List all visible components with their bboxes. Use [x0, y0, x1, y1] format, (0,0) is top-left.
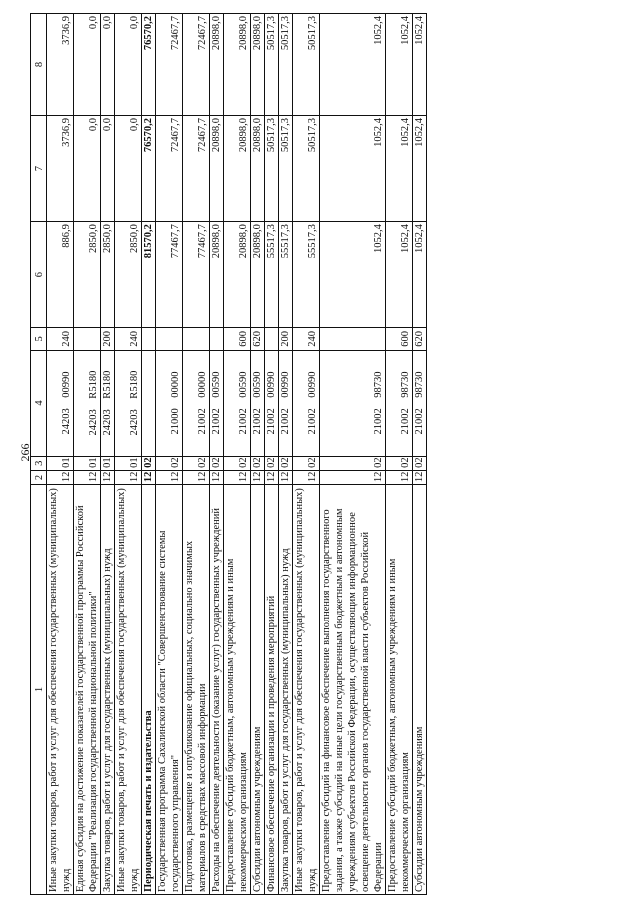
- target-article-program: 21002: [400, 408, 411, 435]
- table-row: [224, 14, 251, 895]
- target-article-direction: 98730: [400, 371, 411, 398]
- amount-col7: 0,0: [101, 116, 115, 222]
- page-number: 266: [18, 443, 32, 462]
- amount-col8: 0,0: [74, 14, 101, 116]
- amount-col8: 72467,7: [156, 14, 183, 116]
- target-article-direction: 00000: [170, 371, 181, 398]
- amount-col8: 1052,4: [320, 14, 386, 116]
- column-header-1: 1: [31, 485, 47, 895]
- amount-col7: 20898,0: [210, 116, 224, 222]
- amount-col8: 20898,0: [251, 14, 265, 116]
- amount-col6: 20898,0: [210, 222, 224, 328]
- expense-type-code: 240: [293, 328, 320, 350]
- subsection-code: 02: [265, 456, 279, 470]
- target-article-program: 21002: [266, 408, 277, 435]
- target-article-program: 21002: [280, 408, 291, 435]
- table-row: [156, 14, 183, 895]
- target-article-program: 21002: [373, 408, 384, 435]
- target-article-program: 21002: [238, 408, 249, 435]
- expense-type-code: 600: [386, 328, 413, 350]
- amount-col8: 1052,4: [386, 14, 413, 116]
- target-article-program: 24203: [129, 409, 140, 436]
- amount-col7: 0,0: [115, 116, 142, 222]
- expense-type-code: 240: [115, 328, 142, 350]
- subsection-code: 02: [279, 456, 293, 470]
- target-article-direction: 00990: [307, 371, 318, 398]
- section-code: 12: [251, 470, 265, 484]
- target-article-code: [47, 350, 74, 456]
- section-code: 12: [279, 470, 293, 484]
- subsection-code: 01: [115, 456, 142, 470]
- expense-type-code: [265, 328, 279, 350]
- target-article-program: 24203: [102, 409, 113, 436]
- subsection-code: 01: [47, 456, 74, 470]
- target-article-program: 24203: [88, 409, 99, 436]
- row-name: Расходы на обеспечение деятельности (оказание услуг) государственных учреждений: [210, 485, 224, 895]
- subsection-code: 02: [156, 456, 183, 470]
- row-name: Подготовка, размещение и опубликование официальных, социально значимых материалов в средствах массовой информации: [183, 485, 210, 895]
- column-header-4: 4: [31, 350, 47, 456]
- amount-col8: 50517,3: [265, 14, 279, 116]
- table-row: [279, 14, 293, 895]
- target-article-program: 21002: [414, 408, 425, 435]
- amount-col6: 1052,4: [413, 222, 427, 328]
- target-article-direction: R5180: [129, 370, 140, 399]
- amount-col6: 2850,0: [115, 222, 142, 328]
- amount-col8: 20898,0: [210, 14, 224, 116]
- target-article-direction: 98730: [414, 371, 425, 398]
- expense-type-code: 200: [101, 328, 115, 350]
- expense-type-code: [183, 328, 210, 350]
- target-article-code: [156, 350, 183, 456]
- section-code: 12: [115, 470, 142, 484]
- amount-col6: 2850,0: [101, 222, 115, 328]
- expense-type-code: 620: [251, 328, 265, 350]
- row-name: Субсидии автономным учреждениям: [413, 485, 427, 895]
- budget-table-body: [31, 14, 427, 895]
- target-article-direction: 00590: [211, 371, 222, 398]
- expense-type-code: [142, 328, 156, 350]
- target-article-direction: 00590: [252, 371, 263, 398]
- expense-type-code: [74, 328, 101, 350]
- target-article-program: 21002: [197, 408, 208, 435]
- target-article-program: 24203: [61, 408, 72, 435]
- amount-col6: 1052,4: [320, 222, 386, 328]
- row-name: Единая субсидия на достижение показателей государственной программы Российской Федерации "Реализация государственной национальной политики": [74, 485, 101, 895]
- subsection-code: 02: [320, 456, 386, 470]
- subsection-code: 02: [183, 456, 210, 470]
- amount-col7: 20898,0: [251, 116, 265, 222]
- row-name: Субсидии автономным учреждениям: [251, 485, 265, 895]
- section-code: 12: [224, 470, 251, 484]
- row-name: Предоставление субсидий бюджетным, автономным учреждениям и иным некоммерческим организациям: [224, 485, 251, 895]
- expense-type-code: [210, 328, 224, 350]
- row-name: Иные закупки товаров, работ и услуг для обеспечения государственных (муниципальных) нужд: [293, 485, 320, 895]
- amount-col6: 77467,7: [183, 222, 210, 328]
- column-header-7: 7: [31, 116, 47, 222]
- amount-col7: 72467,7: [183, 116, 210, 222]
- subsection-code: 02: [210, 456, 224, 470]
- target-article-code: [183, 350, 210, 456]
- target-article-code: [101, 350, 115, 456]
- row-name: Предоставление субсидий на финансовое обеспечение выполнения государственного задания, а также субсидий на иные цели государственным бюджетным и автономным учреждениям субъектов Российской Федерации, осуществляющим информационное освещение деятельности органов государственной власти субъектов Российской Федерации: [320, 485, 386, 895]
- row-name: Периодическая печать и издательства: [142, 485, 156, 895]
- amount-col6: 2850,0: [74, 222, 101, 328]
- column-header-5: 5: [31, 328, 47, 350]
- amount-col8: 0,0: [115, 14, 142, 116]
- target-article-code: [320, 350, 386, 456]
- target-article-code: [279, 350, 293, 456]
- subsection-code: 01: [74, 456, 101, 470]
- table-row: [293, 14, 320, 895]
- expense-type-code: 600: [224, 328, 251, 350]
- amount-col6: 20898,0: [224, 222, 251, 328]
- amount-col7: 1052,4: [386, 116, 413, 222]
- target-article-direction: 00990: [266, 371, 277, 398]
- target-article-code: [210, 350, 224, 456]
- target-article-code: [293, 350, 320, 456]
- target-article-code: [265, 350, 279, 456]
- subsection-code: 02: [413, 456, 427, 470]
- target-article-code: [115, 350, 142, 456]
- subsection-code: 02: [293, 456, 320, 470]
- section-code: 12: [320, 470, 386, 484]
- row-name: Закупка товаров, работ и услуг для государственных (муниципальных) нужд: [101, 485, 115, 895]
- subsection-code: 02: [224, 456, 251, 470]
- target-article-program: 21002: [211, 408, 222, 435]
- amount-col8: 3736,9: [47, 14, 74, 116]
- section-code: 12: [210, 470, 224, 484]
- amount-col7: 3736,9: [47, 116, 74, 222]
- row-name: Иные закупки товаров, работ и услуг для обеспечения государственных (муниципальных) нужд: [47, 485, 74, 895]
- budget-sheet: [30, 13, 634, 895]
- table-row: [47, 14, 74, 895]
- table-row: [386, 14, 413, 895]
- amount-col6: 20898,0: [251, 222, 265, 328]
- column-header-6: 6: [31, 222, 47, 328]
- subsection-code: 02: [386, 456, 413, 470]
- target-article-code: [74, 350, 101, 456]
- target-article-program: 21000: [170, 408, 181, 435]
- amount-col7: 1052,4: [413, 116, 427, 222]
- target-article-program: 21002: [252, 408, 263, 435]
- target-article-code: [413, 350, 427, 456]
- amount-col8: 20898,0: [224, 14, 251, 116]
- target-article-code: [224, 350, 251, 456]
- budget-table: [30, 13, 427, 895]
- section-code: 12: [47, 470, 74, 484]
- column-header-row: [31, 14, 47, 895]
- table-row: [183, 14, 210, 895]
- column-header-3: 3: [31, 456, 47, 470]
- expense-type-code: 200: [279, 328, 293, 350]
- amount-col7: 72467,7: [156, 116, 183, 222]
- subsection-code: 02: [142, 456, 156, 470]
- section-code: 12: [386, 470, 413, 484]
- amount-col8: 50517,3: [279, 14, 293, 116]
- subsection-code: 02: [251, 456, 265, 470]
- amount-col8: 50517,3: [293, 14, 320, 116]
- section-code: 12: [183, 470, 210, 484]
- section-code: 12: [142, 470, 156, 484]
- target-article-code: [386, 350, 413, 456]
- expense-type-code: 620: [413, 328, 427, 350]
- section-code: 12: [101, 470, 115, 484]
- amount-col7: 0,0: [74, 116, 101, 222]
- target-article-direction: 00590: [238, 371, 249, 398]
- column-header-8: 8: [31, 14, 47, 116]
- section-code: 12: [265, 470, 279, 484]
- expense-type-code: [156, 328, 183, 350]
- target-article-direction: 00000: [197, 371, 208, 398]
- target-article-direction: R5180: [88, 370, 99, 399]
- target-article-direction: R5180: [102, 370, 113, 399]
- target-article-direction: 00990: [280, 371, 291, 398]
- section-code: 12: [413, 470, 427, 484]
- table-row: [320, 14, 386, 895]
- row-name: Финансовое обеспечение организации и проведения мероприятий: [265, 485, 279, 895]
- table-row: [142, 14, 156, 895]
- amount-col6: 55517,3: [279, 222, 293, 328]
- amount-col7: 20898,0: [224, 116, 251, 222]
- amount-col6: 77467,7: [156, 222, 183, 328]
- table-row: [265, 14, 279, 895]
- row-name: Закупка товаров, работ и услуг для государственных (муниципальных) нужд: [279, 485, 293, 895]
- table-row: [74, 14, 101, 895]
- table-row: [101, 14, 115, 895]
- target-article-program: 21002: [307, 408, 318, 435]
- amount-col7: 1052,4: [320, 116, 386, 222]
- amount-col6: 886,9: [47, 222, 74, 328]
- amount-col8: 1052,4: [413, 14, 427, 116]
- amount-col6: 1052,4: [386, 222, 413, 328]
- expense-type-code: [320, 328, 386, 350]
- row-name: Предоставление субсидий бюджетным, автономным учреждениям и иным некоммерческим организациям: [386, 485, 413, 895]
- target-article-direction: 98730: [373, 371, 384, 398]
- row-name: Государственная программа Сахалинской области "Совершенствование системы государственного управления": [156, 485, 183, 895]
- amount-col6: 55517,3: [265, 222, 279, 328]
- amount-col8: 72467,7: [183, 14, 210, 116]
- amount-col6: 55517,3: [293, 222, 320, 328]
- amount-col6: 81570,2: [142, 222, 156, 328]
- target-article-code: [142, 350, 156, 456]
- section-code: 12: [293, 470, 320, 484]
- table-row: [210, 14, 224, 895]
- section-code: 12: [156, 470, 183, 484]
- amount-col7: 76570,2: [142, 116, 156, 222]
- table-row: [251, 14, 265, 895]
- amount-col7: 50517,3: [265, 116, 279, 222]
- table-row: [413, 14, 427, 895]
- table-row: [115, 14, 142, 895]
- amount-col7: 50517,3: [279, 116, 293, 222]
- row-name: Иные закупки товаров, работ и услуг для обеспечения государственных (муниципальных) нужд: [115, 485, 142, 895]
- section-code: 12: [74, 470, 101, 484]
- subsection-code: 01: [101, 456, 115, 470]
- expense-type-code: 240: [47, 328, 74, 350]
- target-article-code: [251, 350, 265, 456]
- column-header-2: 2: [31, 470, 47, 484]
- amount-col7: 50517,3: [293, 116, 320, 222]
- amount-col8: 76570,2: [142, 14, 156, 116]
- amount-col8: 0,0: [101, 14, 115, 116]
- target-article-direction: 00990: [61, 371, 72, 398]
